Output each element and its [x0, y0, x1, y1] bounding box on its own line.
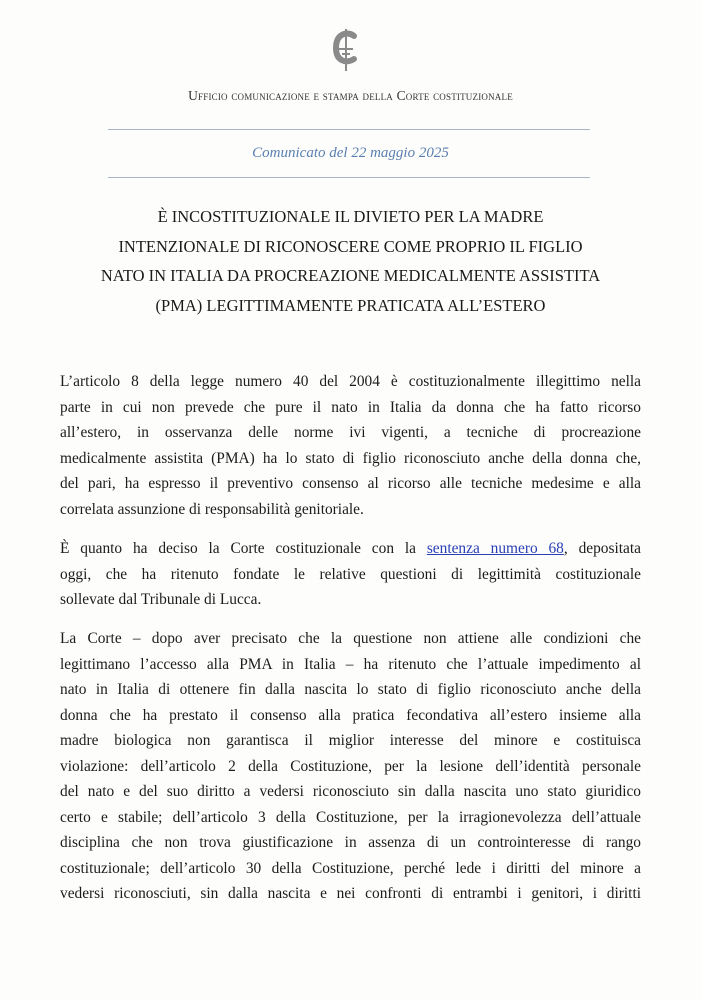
paragraph-3 [60, 626, 641, 907]
court-emblem-icon [330, 28, 362, 72]
paragraph-line: nato in Italia di ottenere fin dalla nascita lo stato di figlio riconosciuto anche della [60, 681, 641, 698]
office-name: Ufficio comunicazione e stampa della Corte costituzionale [188, 88, 513, 103]
paragraph-1 [60, 369, 641, 522]
press-release-date: Comunicato del 22 maggio 2025 [252, 145, 449, 161]
headline-line: NATO IN ITALIA DA PROCREAZIONE MEDICALMENTE ASSISTITA [100, 266, 601, 285]
paragraph-2 [60, 536, 641, 613]
paragraph-line: del nato e del suo diritto a vedersi riconosciuto sin dalla nascita uno stato giuridico [60, 783, 641, 800]
text-segment: , depositata [563, 540, 641, 557]
paragraph-line [60, 536, 641, 562]
paragraph-line: donna che ha prestato il consenso alla pratica fecondativa all’estero insieme alla [60, 706, 641, 724]
paragraph-line: del pari, ha espresso il preventivo consenso al ricorso alle tecniche medesime e alla [60, 475, 641, 492]
headline [60, 202, 641, 320]
paragraph-line: certo e stabile; dell’articolo 3 della Costituzione, per la irragionevolezza dell’attuale [60, 808, 641, 826]
sentenza-link[interactable]: sentenza numero 68 [426, 540, 564, 557]
paragraph-line: oggi, che ha ritenuto fondate le relative questioni di legittimità costituzionale [60, 565, 641, 583]
paragraph-line: correlata assunzione di responsabilità genitoriale. [60, 500, 364, 518]
paragraph-line: parte in cui non prevede che pure il nato in Italia da donna che ha fatto ricorso [60, 398, 641, 416]
paragraph-line: L’articolo 8 della legge numero 40 del 2004 è costituzionalmente illegittimo nella [60, 373, 641, 390]
paragraph-line: legittimano l’accesso alla PMA in Italia – ha ritenuto che l’attuale impedimento al [60, 655, 641, 673]
paragraph-line: sollevate dal Tribunale di Lucca. [60, 591, 262, 608]
paragraph-line: vedersi riconosciuti, sin dalla nascita e nei confronti di entrambi i genitori, i diritti [60, 885, 641, 902]
headline-line: (PMA) LEGITTIMAMENTE PRATICATA ALL’ESTERO [155, 295, 546, 315]
paragraph-line: La Corte – dopo aver precisato che la questione non attiene alle condizioni che [60, 630, 641, 647]
paragraph-line: disciplina che non trova giustificazione in assenza di un controinteresse di rango [60, 834, 641, 851]
paragraph-line: medicalmente assistita (PMA) ha lo stato di figlio riconosciuto anche della donna che, [60, 449, 641, 467]
headline-line: È INCOSTITUZIONALE IL DIVIETO PER LA MADRE [157, 207, 544, 226]
paragraph-line: madre biologica non garantisca il miglior interesse del minore e costituisca [60, 732, 641, 749]
top-divider [108, 129, 590, 130]
bottom-divider [108, 177, 590, 178]
headline-line: INTENZIONALE DI RICONOSCERE COME PROPRIO IL FIGLIO [118, 236, 583, 256]
paragraph-line: all’estero, in osservanza delle norme ivi vigenti, a tecniche di procreazione [60, 424, 641, 441]
paragraph-line: costituzionale; dell’articolo 30 della Costituzione, perché lede i diritti del minore a [60, 859, 641, 877]
text-segment: È quanto ha deciso la Corte costituzionale con la [60, 540, 416, 557]
paragraph-line: violazione: dell’articolo 2 della Costituzione, per la lesione dell’identità personale [60, 757, 641, 775]
